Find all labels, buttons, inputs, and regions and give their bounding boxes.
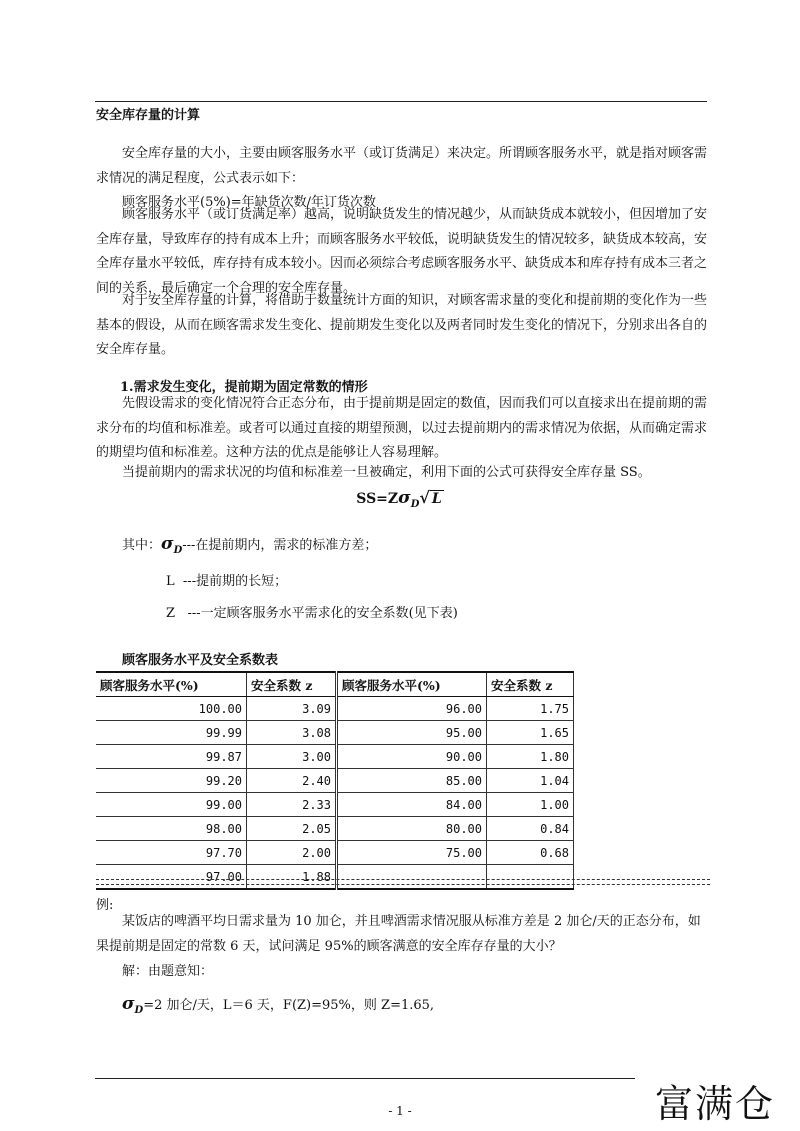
header-coefficient-2: 安全系数 z [487,672,574,697]
table-cell: 84.00 [337,793,487,817]
table-cell [487,865,574,890]
page-title: 安全库存量的计算 [96,108,201,123]
section-paragraph-2: 当提前期内的需求状况的均值和标准差一旦被确定，利用下面的公式可获得安全库存量 SS。 [122,465,651,480]
table-cell: 3.08 [247,721,337,745]
brand-watermark: 富满仓 [635,1077,795,1131]
table-cell [337,865,487,890]
table-cell: 98.00 [96,817,247,841]
header-service-level-2: 顾客服务水平(%) [337,672,487,697]
table-cell: 1.65 [487,721,574,745]
intro-paragraph-3: 对于安全库存量的计算，将借助于数量统计方面的知识，对顾客需求量的变化和提前期的变化作为一些基本的假设，从而在顾客需求发生变化、提前期发生变化以及两者同时发生变化的情况下，分别求出各自的安全库存量。 [96,293,708,357]
example-label: 例: [96,898,114,913]
where-Z-line: Z ---一定顾客服务水平需求化的安全系数(见下表) [166,606,458,621]
solution-label: 解：由题意知： [122,964,214,979]
header-coefficient-1: 安全系数 z [247,672,337,697]
table-caption: 顾客服务水平及安全系数表 [122,653,279,668]
table-cell: 2.05 [247,817,337,841]
footer-rule [95,1078,707,1079]
example-problem: 某饭店的啤酒平均日需求量为 10 加仑，并且啤酒需求情况服从标准方差是 2 加仑/天的正态分布，如果提前期是固定的常数 6 天，试问满足 95%的顾客满意的安全库存存量的大小？ [96,914,701,954]
table-row [96,793,574,817]
table-cell: 97.00 [96,865,247,890]
table-cell: 99.00 [96,793,247,817]
table-cell: 80.00 [337,817,487,841]
table-cell: 96.00 [337,697,487,721]
table-cell: 100.00 [96,697,247,721]
header-service-level-1: 顾客服务水平(%) [96,672,247,697]
table-cell: 99.99 [96,721,247,745]
table-cell: 1.88 [247,865,337,890]
table-header-row [96,672,574,697]
table-row [96,697,574,721]
header-rule [95,101,707,102]
table-cell: 1.75 [487,697,574,721]
safety-coefficient-table [96,671,574,890]
table-cell: 2.40 [247,769,337,793]
table-cell: 97.70 [96,841,247,865]
table-row [96,841,574,865]
table-cell: 1.04 [487,769,574,793]
table-row [96,745,574,769]
page-number: - 1 - [388,1104,412,1118]
table-cell: 90.00 [337,745,487,769]
table-cell: 99.20 [96,769,247,793]
intro-paragraph-1: 安全库存量的大小，主要由顾客服务水平（或订货满足）来决定。所谓顾客服务水平，就是指对顾客需求情况的满足程度，公式表示如下： [96,146,708,186]
safety-stock-formula: $SS=Z\sigma_D√$ L [356,488,442,510]
section-heading: 1.需求发生变化，提前期为固定常数的情形 [120,380,368,395]
where-sigma-line: 其中：$\sigma_D---$在提前期内，需求的标准方差； [122,534,378,556]
table-cell: 0.68 [487,841,574,865]
table-cell: 99.87 [96,745,247,769]
table-cell: 2.00 [247,841,337,865]
section-divider [96,879,710,885]
table-row [96,769,574,793]
table-row [96,865,574,890]
table-row [96,817,574,841]
intro-paragraph-2: 顾客服务水平（或订货满足率）越高，说明缺货发生的情况越少，从而缺货成本就较小，但因增加了安全库存量，导致库存的持有成本上升；而顾客服务水平较低，说明缺货发生的情况较多，缺货成本较高，安全库存量水平较低，库存持有成本较小。因而必须综合考虑顾客服务水平、缺货成本和库存持有成本三者之间的关系，最后确定一个合理的安全库存量。 [96,207,708,296]
table-cell: 95.00 [337,721,487,745]
table-cell: 3.00 [247,745,337,769]
where-L-line: L ---提前期的长短； [166,574,288,589]
solution-given: $\sigma_D=2$ 加仑/天，L＝6 天，F(Z)=95%，则 Z=1.65, [122,994,435,1016]
table-cell: 3.09 [247,697,337,721]
table-cell: 2.33 [247,793,337,817]
table-cell: 1.80 [487,745,574,769]
table-cell: 85.00 [337,769,487,793]
section-paragraph-1: 先假设需求的变化情况符合正态分布，由于提前期是固定的数值，因而我们可以直接求出在提前期的需求分布的均值和标准差。或者可以通过直接的期望预测，以过去提前期内的需求情况为依据，从而确定需求的期望均值和标准差。这种方法的优点是能够让人容易理解。 [96,396,708,460]
table-cell: 75.00 [337,841,487,865]
table-cell: 1.00 [487,793,574,817]
table-row [96,721,574,745]
intro-formula-line: 顾客服务水平(5%)=年缺货次数/年订货次数 [122,195,377,210]
table-cell: 0.84 [487,817,574,841]
